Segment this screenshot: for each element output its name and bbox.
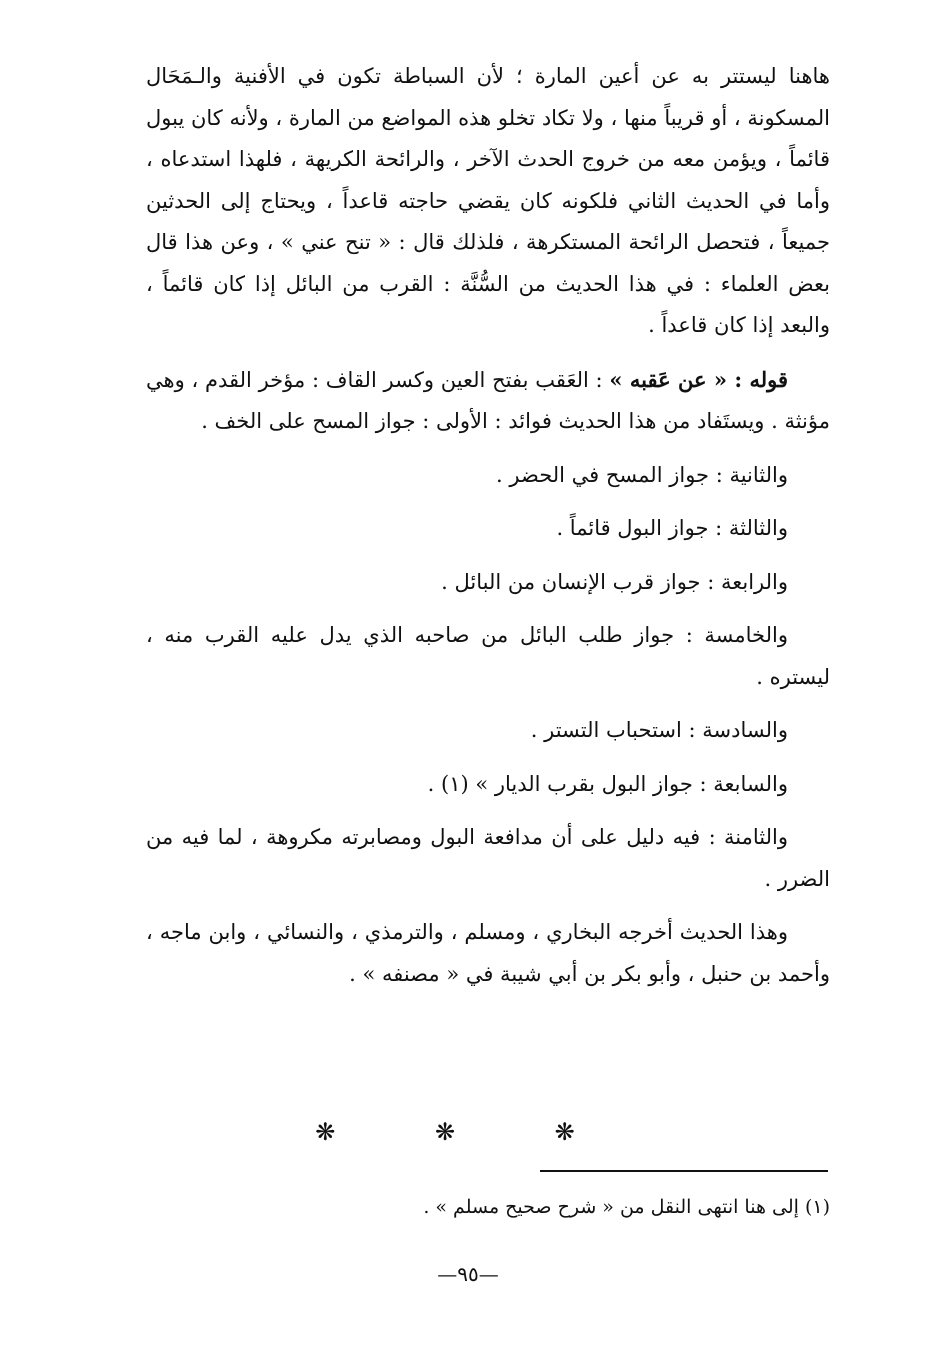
qawluh-paragraph [146, 359, 830, 443]
benefit-4: والرابعة : جواز قرب الإنسان من البائل . [441, 569, 788, 594]
section-separator: ❋ ❋ ❋ [315, 1118, 621, 1146]
benefit-8: والثامنة : فيه دليل على أن مدافعة البول ومصابرته مكروهة ، لما فيه من الضرر . [146, 825, 830, 891]
benefit-3: والثالثة : جواز البول قائماً . [556, 516, 788, 540]
benefit-2: والثانية : جواز المسح في الحضر . [496, 462, 788, 487]
closing-paragraph: وهذا الحديث أخرجه البخاري ، ومسلم ، والترمذي ، والنسائي ، وابن ماجه ، وأحمد بن حنبل ، وأبو بكر بن أبي شيبة في « مصنفه » . [146, 920, 830, 986]
footnote-rule [540, 1170, 828, 1172]
benefit-7: والسابعة : جواز البول بقرب الديار » (١) . [427, 771, 788, 796]
qawluh-lead: قوله : « عن عَقبه » [609, 366, 788, 392]
page-number: —٩٥— [437, 1262, 499, 1286]
benefit-5: والخامسة : جواز طلب البائل من صاحبه الذي يدل عليه القرب منه ، ليستره . [146, 623, 830, 689]
benefit-6: والسادسة : استحباب التستر . [530, 718, 788, 742]
footnote: (١) إلى هنا انتهى النقل من « شرح صحيح مسلم » . [423, 1196, 830, 1218]
intro-paragraph: هاهنا ليستتر به عن أعين المارة ؛ لأن السباطة تكون في الأفنية والـمَحَال المسكونة ، أو قريباً منها ، ولا تكاد تخلو هذه المواضع من المارة ، ولأنه كان يبول قائماً ، ويؤمن معه من خروج الحدث الآخر ، والرائحة الكريهة ، فلهذا استدعاه ، وأما في الحديث الثاني فلكونه كان يقضي حاجته قاعداً ، ويحتاج إلى الحدثين جميعاً ، فتحصل الرائحة المستكرهة ، فلذلك قال : « تنح عني » ، وعن هذا قال بعض العلماء : في هذا الحديث من السُّنَّة : القرب من البائل إذا كان قائماً ، والبعد إذا كان قاعداً . [146, 64, 830, 337]
qawluh-text: : العَقب بفتح العين وكسر القاف : مؤخر القدم ، وهي مؤنثة . ويستَفاد من هذا الحديث فوائد : الأولى : جواز المسح على الخف . [146, 367, 830, 433]
main-text [146, 56, 830, 1007]
